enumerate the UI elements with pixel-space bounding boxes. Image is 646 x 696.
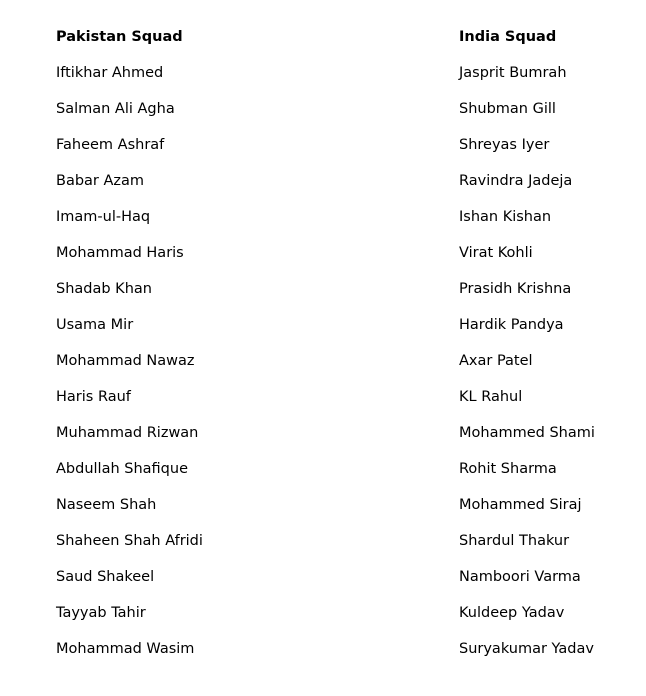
pakistan-player: Tayyab Tahir <box>56 605 146 621</box>
india-player: Hardik Pandya <box>459 317 564 333</box>
pakistan-player: Imam-ul-Haq <box>56 209 151 225</box>
india-squad-column <box>459 26 595 674</box>
india-player: Ravindra Jadeja <box>459 173 573 189</box>
pakistan-player: Shadab Khan <box>56 281 152 297</box>
pakistan-player: Shaheen Shah Afridi <box>56 533 203 549</box>
pakistan-player: Mohammad Haris <box>56 245 184 261</box>
pakistan-player: Muhammad Rizwan <box>56 425 199 441</box>
india-player: Rohit Sharma <box>459 461 557 477</box>
pakistan-player: Saud Shakeel <box>56 569 155 585</box>
india-player: Mohammed Shami <box>459 425 595 441</box>
india-player: Kuldeep Yadav <box>459 605 565 621</box>
pakistan-player-list <box>56 62 203 674</box>
india-player: Suryakumar Yadav <box>459 641 594 657</box>
pakistan-player: Naseem Shah <box>56 497 157 513</box>
india-player: Shubman Gill <box>459 101 556 117</box>
pakistan-player: Iftikhar Ahmed <box>56 65 164 81</box>
india-player: Namboori Varma <box>459 569 581 585</box>
india-player: KL Rahul <box>459 389 523 405</box>
india-player-list <box>459 62 595 674</box>
pakistan-player: Mohammad Wasim <box>56 641 195 657</box>
india-player: Jasprit Bumrah <box>459 65 567 81</box>
india-player: Prasidh Krishna <box>459 281 572 297</box>
pakistan-player: Usama Mir <box>56 317 134 333</box>
pakistan-player: Mohammad Nawaz <box>56 353 195 369</box>
pakistan-player: Salman Ali Agha <box>56 101 175 117</box>
india-player: Mohammed Siraj <box>459 497 582 513</box>
india-player: Axar Patel <box>459 353 533 369</box>
india-player: Shreyas Iyer <box>459 137 550 153</box>
india-player: Shardul Thakur <box>459 533 570 549</box>
india-player: Ishan Kishan <box>459 209 552 225</box>
pakistan-player: Haris Rauf <box>56 389 131 405</box>
india-player: Virat Kohli <box>459 245 533 261</box>
pakistan-player: Abdullah Shafique <box>56 461 188 477</box>
pakistan-player: Babar Azam <box>56 173 145 189</box>
pakistan-player: Faheem Ashraf <box>56 137 165 153</box>
pakistan-squad-title: Pakistan Squad <box>56 29 183 45</box>
india-squad-title: India Squad <box>459 29 557 45</box>
pakistan-squad-column <box>56 26 203 674</box>
